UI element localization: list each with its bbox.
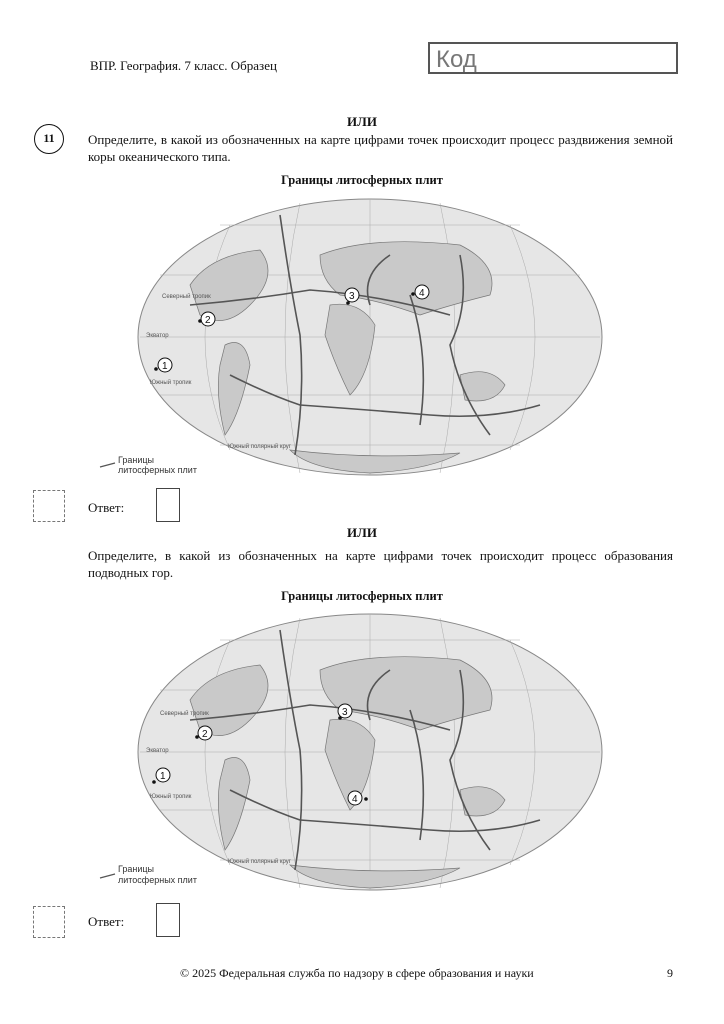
map-title-2: Границы литосферных плит xyxy=(281,589,443,603)
task-number-badge: 11 xyxy=(34,124,64,154)
code-label: Код xyxy=(436,46,477,73)
code-field[interactable] xyxy=(428,42,678,74)
question-text-2: Определите, в какой из обозначенных на карте цифрами точек происходит процесс образования подводных гор. xyxy=(88,548,673,580)
svg-text:Экватор: Экватор xyxy=(146,748,169,754)
lithosphere-map-2 xyxy=(118,610,610,890)
answer-input-1[interactable] xyxy=(156,488,180,522)
answer-score-box-2 xyxy=(33,906,65,938)
answer-label-2: Ответ: xyxy=(88,914,125,929)
map-legend-2a: Границы xyxy=(118,864,154,874)
map-label-tropic-north: Северный тропик xyxy=(162,294,211,300)
svg-text:Северный тропик: Северный тропик xyxy=(160,711,209,717)
world-map-svg-2 xyxy=(118,610,610,890)
map-legend-1a: Границы xyxy=(118,455,154,465)
or-label-1: ИЛИ xyxy=(347,114,377,129)
answer-label-1: Ответ: xyxy=(88,500,125,515)
svg-text:2: 2 xyxy=(205,315,211,326)
answer-score-box-1 xyxy=(33,490,65,522)
or-label-2: ИЛИ xyxy=(347,525,377,540)
question-text-1: Определите, в какой из обозначенных на карте цифрами точек происходит процесс раздвижения земной коры океанического типа. xyxy=(88,132,673,164)
map-label-equator: Экватор xyxy=(146,333,169,339)
map-legend-1b: литосферных плит xyxy=(118,465,197,475)
svg-text:3: 3 xyxy=(342,707,348,718)
map-label-polar-south: Южный полярный круг xyxy=(228,444,291,450)
lithosphere-map-1 xyxy=(118,195,610,475)
svg-text:Южный тропик: Южный тропик xyxy=(150,794,192,800)
map-legend-2b: литосферных плит xyxy=(118,875,197,885)
world-map-svg-1 xyxy=(118,195,610,475)
map-title-1: Границы литосферных плит xyxy=(281,173,443,187)
page-number: 9 xyxy=(667,966,673,980)
svg-text:Южный полярный круг: Южный полярный круг xyxy=(228,859,291,865)
svg-text:1: 1 xyxy=(160,771,166,782)
footer-copyright: © 2025 Федеральная служба по надзору в сфере образования и науки xyxy=(180,966,534,980)
svg-text:4: 4 xyxy=(352,794,358,805)
marker-1-label: 1 xyxy=(162,361,168,372)
page-header-title: ВПР. География. 7 класс. Образец xyxy=(90,58,277,73)
map-label-tropic-south: Южный тропик xyxy=(150,380,192,386)
svg-text:2: 2 xyxy=(202,729,208,740)
svg-text:3: 3 xyxy=(349,291,355,302)
svg-text:4: 4 xyxy=(419,288,425,299)
answer-input-2[interactable] xyxy=(156,903,180,937)
